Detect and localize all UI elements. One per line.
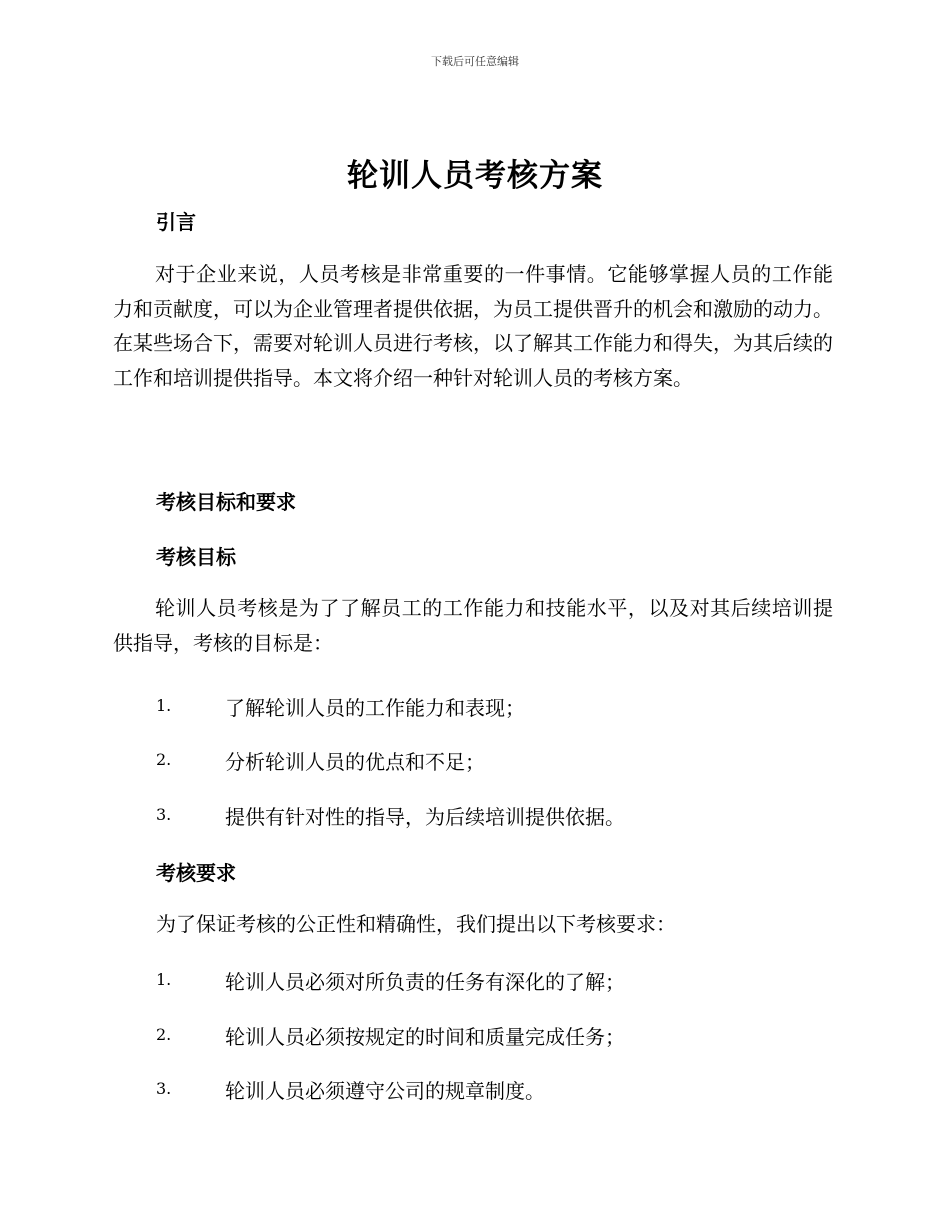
list-item-text: 提供有针对性的指导，为后续培训提供依据。 — [225, 805, 625, 829]
list-item-text: 轮训人员必须遵守公司的规章制度。 — [225, 1079, 545, 1103]
document-title: 轮训人员考核方案 — [347, 158, 603, 194]
goals-requirements-heading: 考核目标和要求 — [156, 490, 296, 514]
list-item-text: 了解轮训人员的工作能力和表现； — [225, 696, 525, 720]
list-item-number: 1. — [156, 696, 172, 715]
list-item — [156, 692, 836, 722]
list-item — [156, 1075, 836, 1105]
intro-paragraph: 对于企业来说，人员考核是非常重要的一件事情。它能够掌握人员的工作能力和贡献度，可以为企业管理者提供依据，为员工提供晋升的机会和激励的动力。在某些场合下，需要对轮训人员进行考核，以了解其工作能力和得失，为其后续的工作和培训提供指导。本文将介绍一种针对轮训人员的考核方案。 — [113, 262, 833, 390]
list-item — [156, 801, 836, 831]
goals-paragraph: 轮训人员考核是为了了解员工的工作能力和技能水平，以及对其后续培训提供指导，考核的目标是： — [113, 596, 833, 655]
list-item — [156, 1021, 836, 1051]
list-item-number: 2. — [156, 1025, 172, 1044]
list-item — [156, 746, 836, 776]
list-item-text: 轮训人员必须对所负责的任务有深化的了解； — [225, 970, 625, 994]
intro-heading: 引言 — [156, 210, 196, 234]
list-item-text: 分析轮训人员的优点和不足； — [225, 750, 485, 774]
list-item-number: 3. — [156, 1079, 172, 1098]
list-item — [156, 966, 836, 996]
list-item-number: 3. — [156, 805, 172, 824]
list-item-text: 轮训人员必须按规定的时间和质量完成任务； — [225, 1025, 625, 1049]
header-note: 下载后可任意编辑 — [431, 55, 519, 68]
list-item-number: 1. — [156, 970, 172, 989]
requirements-heading: 考核要求 — [156, 861, 236, 885]
requirements-paragraph: 为了保证考核的公正性和精确性，我们提出以下考核要求： — [156, 912, 676, 936]
list-item-number: 2. — [156, 750, 172, 769]
goals-heading: 考核目标 — [156, 545, 236, 569]
